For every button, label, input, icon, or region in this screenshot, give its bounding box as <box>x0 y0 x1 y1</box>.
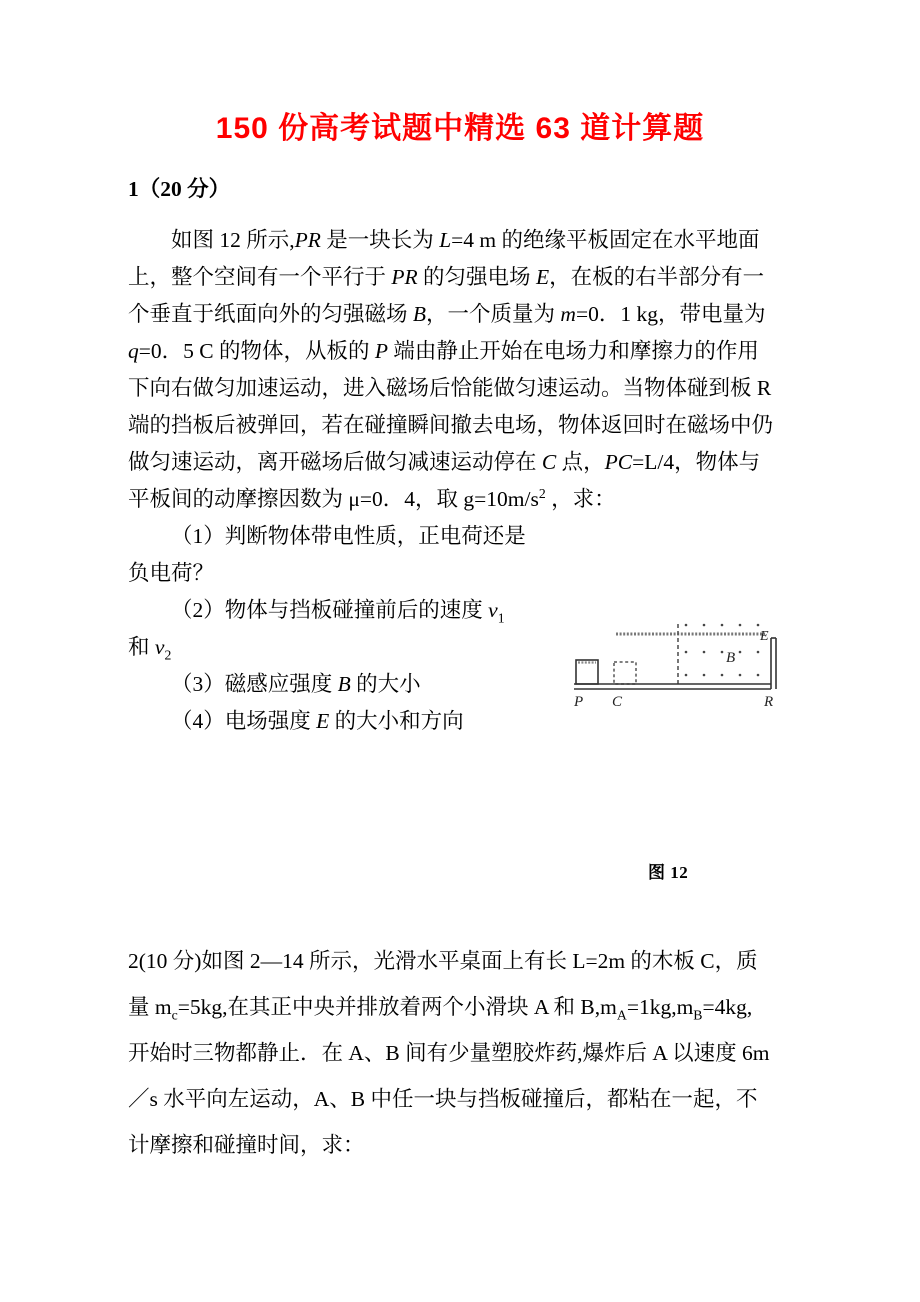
problem-1-line-2: 上，整个空间有一个平行于 PR 的匀强电场 E，在板的右半部分有一 <box>128 265 765 289</box>
problem-1-line-5: 下向右做匀加速运动，进入磁场后恰能做匀速运动。当物体碰到板 R <box>128 376 772 400</box>
var-pr: PR <box>294 228 321 252</box>
var-m: m <box>560 302 576 326</box>
var-p: P <box>374 339 388 363</box>
problem-2-block <box>128 938 806 1168</box>
var-c: C <box>541 450 557 474</box>
problem-1-question-3: （3）磁感应强度 B 的大小 <box>171 672 421 696</box>
figure-caption: 图 12 <box>648 863 689 882</box>
problem-1-heading: 1（20 分） <box>128 177 231 201</box>
problem-1-line-1: 如图 12 所示,PR 是一块长为 L=4 m 的绝缘平板固定在水平地面 <box>171 228 760 252</box>
problem-1-question-2a: （2）物体与挡板碰撞前后的速度 $v_1$ <box>171 598 505 626</box>
label-r: R <box>764 694 774 710</box>
var-q: q <box>128 339 139 363</box>
problem-1-question-1a: （1）判断物体带电性质，正电荷还是 <box>171 524 526 548</box>
var-l: L <box>439 228 452 252</box>
problem-2-line-2: 量 $m_c=5kg$,在其正中央并排放着两个小滑块 A 和 $B,m_A=1kg,m_B=4kg$, <box>128 995 753 1023</box>
var-e: E <box>535 265 550 289</box>
label-e: E <box>760 629 769 644</box>
problem-2-line-1: 2(10 分)如图 2—14 所示，光滑水平桌面上有长 L=2m 的木板 C，质 <box>128 949 758 973</box>
label-c: C <box>612 694 623 710</box>
problem-2-line-3: 开始时三物都静止．在 A、B 间有少量塑胶炸药,爆炸后 A 以速度 6m <box>128 1041 770 1065</box>
magnetic-field-dots <box>685 624 760 677</box>
line-text: 如图 12 所示, <box>171 228 295 252</box>
page-title: 150 份高考试题中精选 63 道计算题 <box>215 112 705 145</box>
problem-1-line-3: 个垂直于纸面向外的匀强磁场 B，一个质量为 m=0．1 kg，带电量为 <box>128 302 766 326</box>
problem-1-question-2b: 和 $v_2$ <box>128 635 172 663</box>
var-pc: PC <box>604 450 633 474</box>
label-p: P <box>574 694 584 710</box>
problem-1-line-8: 平板间的动摩擦因数为 μ=0．4，取 $g=10m/s^2$ ，求： <box>128 485 616 511</box>
problem-1-line-7: 做匀速运动，离开磁场后做匀减速运动停在 C 点，PC=L/4，物体与 <box>128 450 761 474</box>
label-b: B <box>726 650 736 666</box>
problem-2-line-5: 计摩擦和碰撞时间，求： <box>128 1133 365 1157</box>
var-b: B <box>412 302 427 326</box>
problem-1-line-6: 端的挡板后被弹回，若在碰撞瞬间撤去电场，物体返回时在磁场中仍 <box>128 413 774 437</box>
problem-1-question-4: （4）电场强度 E 的大小和方向 <box>171 709 464 733</box>
figure-12-diagram <box>568 612 818 717</box>
var-pr-2: PR <box>391 265 418 289</box>
dashed-square-at-c <box>614 662 636 684</box>
problem-1-line-4: q=0．5 C 的物体，从板的 P 端由静止开始在电场力和摩擦力的作用 <box>128 339 759 363</box>
problem-2-line-4: ／s 水平向左运动，A、B 中任一块与挡板碰撞后，都粘在一起，不 <box>128 1087 758 1111</box>
problem-1-question-1b: 负电荷？ <box>128 561 215 585</box>
